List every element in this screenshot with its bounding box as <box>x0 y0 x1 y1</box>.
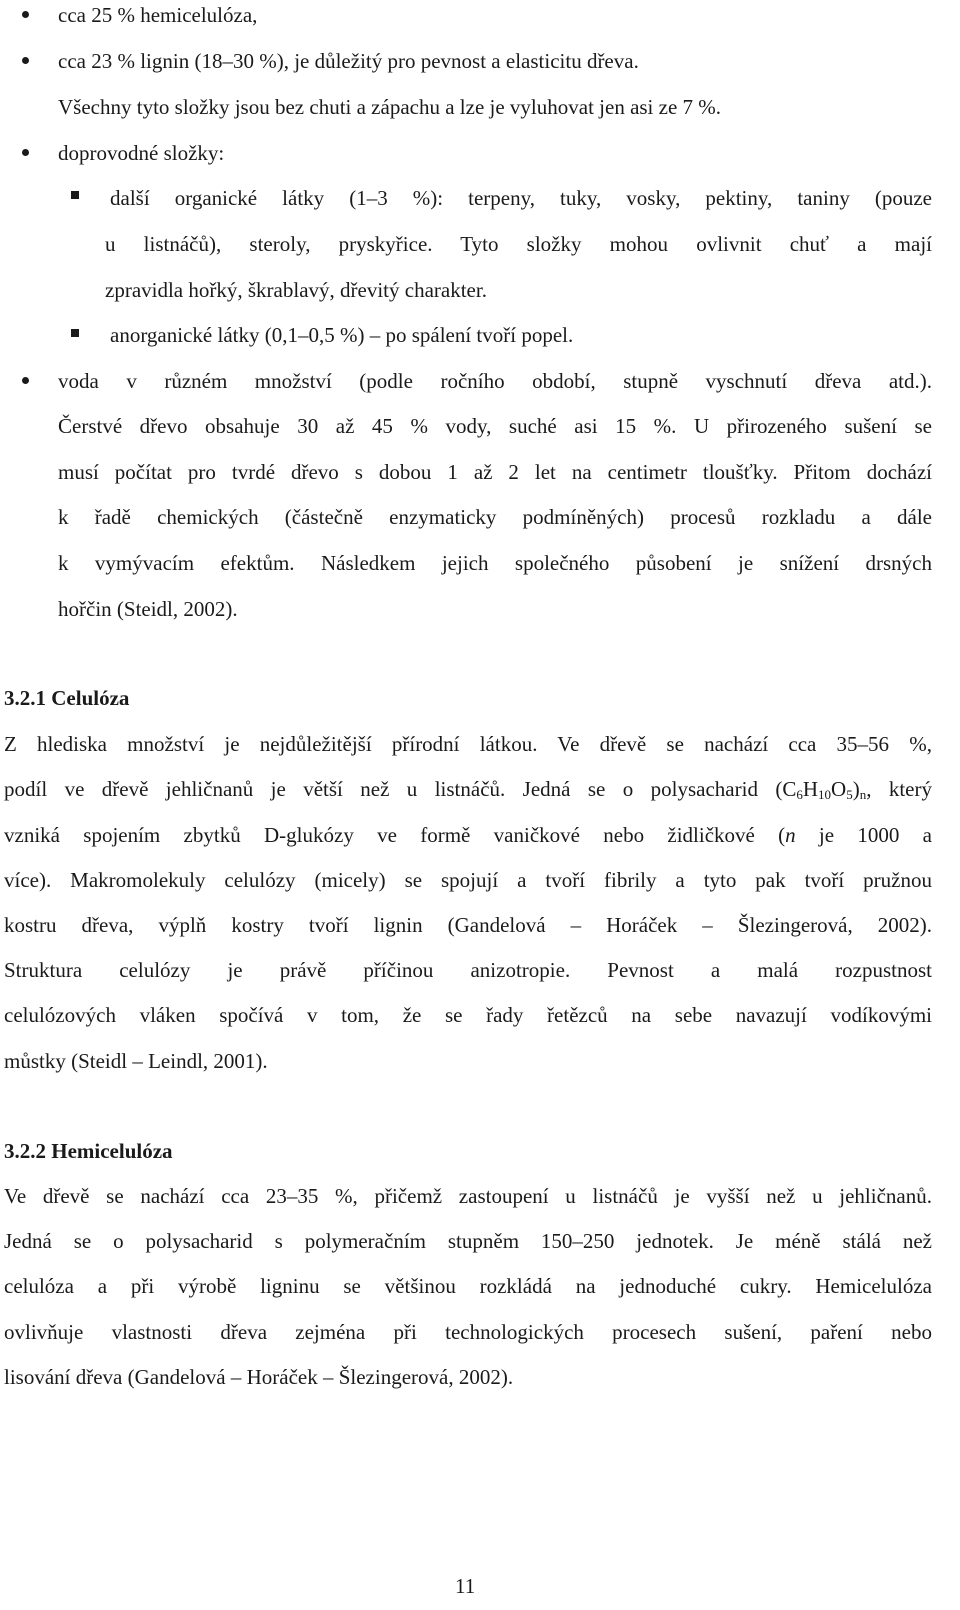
list-item-line: voda v různém množství (podle ročního období, stupně vyschnutí dřeva atd.). <box>58 369 932 393</box>
list-item: cca 23 % lignin (18–30 %), je důležitý pro pevnost a elasticitu dřeva. <box>58 49 639 73</box>
sublist-item-line: u listnáčů), steroly, pryskyřice. Tyto složky mohou ovlivnit chuť a mají <box>105 232 932 256</box>
bullet-icon <box>22 11 29 18</box>
list-note: Všechny tyto složky jsou bez chuti a zápachu a lze je vyluhovat jen asi ze 7 %. <box>58 95 722 119</box>
paragraph-line: Z hlediska množství je nejdůležitější přírodní látkou. Ve dřevě se nachází cca 35–56 %, <box>4 732 932 756</box>
list-item-line: k řadě chemických (částečně enzymaticky podmíněných) procesů rozkladu a dále <box>58 505 932 529</box>
paragraph-line: vzniká spojením zbytků D-glukózy ve formě vaničkové nebo židličkové (n je 1000 a <box>4 823 932 847</box>
list-item-line: k vymývacím efektům. Následkem jejich společného působení je snížení drsných <box>58 551 932 575</box>
paragraph-line: více). Makromolekuly celulózy (micely) se spojují a tvoří fibrily a tyto pak tvoří pružnou <box>4 868 932 892</box>
list-item: cca 25 % hemicelulóza, <box>58 3 258 27</box>
paragraph-line: celulóza a při výrobě ligninu se většinou rozkládá na jednoduché cukry. Hemicelulóza <box>4 1274 932 1298</box>
paragraph-line: lisování dřeva (Gandelová – Horáček – Šlezingerová, 2002). <box>4 1365 514 1389</box>
paragraph-line: můstky (Steidl – Leindl, 2001). <box>4 1049 268 1073</box>
paragraph-line-formula: podíl ve dřevě jehličnanů je větší než u listnáčů. Jedná se o polysacharid $(C_6H_{10}O_5)_n$, který <box>4 777 932 802</box>
list-item-line: hořčin (Steidl, 2002). <box>58 597 238 621</box>
paragraph-line: celulózových vláken spočívá v tom, že se řady řetězců na sebe navazují vodíkovými <box>4 1003 932 1027</box>
square-bullet-icon <box>71 191 79 199</box>
list-item: doprovodné složky: <box>58 141 225 165</box>
bullet-icon <box>22 377 29 384</box>
sublist-item-line: zpravidla hořký, škrablavý, dřevitý charakter. <box>105 278 487 302</box>
paragraph-line: ovlivňuje vlastnosti dřeva zejména při technologických procesech sušení, paření nebo <box>4 1320 932 1344</box>
list-item-line: Čerstvé dřevo obsahuje 30 až 45 % vody, suché asi 15 %. U přirozeného sušení se <box>58 414 932 438</box>
paragraph-line: Ve dřevě se nachází cca 23–35 %, přičemž zastoupení u listnáčů je vyšší než u jehličnanů. <box>4 1184 932 1208</box>
paragraph-line: kostru dřeva, výplň kostry tvoří lignin (Gandelová – Horáček – Šlezingerová, 2002). <box>4 913 932 937</box>
list-item-line: musí počítat pro tvrdé dřevo s dobou 1 až 2 let na centimetr tloušťky. Přitom dochází <box>58 460 932 484</box>
paragraph-line: Struktura celulózy je právě příčinou anizotropie. Pevnost a malá rozpustnost <box>4 958 932 982</box>
bullet-icon <box>22 57 29 64</box>
square-bullet-icon <box>71 329 79 337</box>
paragraph-line: Jedná se o polysacharid s polymeračním stupněm 150–250 jednotek. Je méně stálá než <box>4 1229 932 1253</box>
section-heading-celuloza: 3.2.1 Celulóza <box>4 686 130 710</box>
page-number: 11 <box>455 1574 476 1598</box>
bullet-icon <box>22 149 29 156</box>
sublist-item: anorganické látky (0,1–0,5 %) – po spálení tvoří popel. <box>110 323 574 347</box>
sublist-item-line: další organické látky (1–3 %): terpeny, tuky, vosky, pektiny, taniny (pouze <box>110 186 932 210</box>
section-heading-hemiceluloza: 3.2.2 Hemicelulóza <box>4 1139 173 1163</box>
